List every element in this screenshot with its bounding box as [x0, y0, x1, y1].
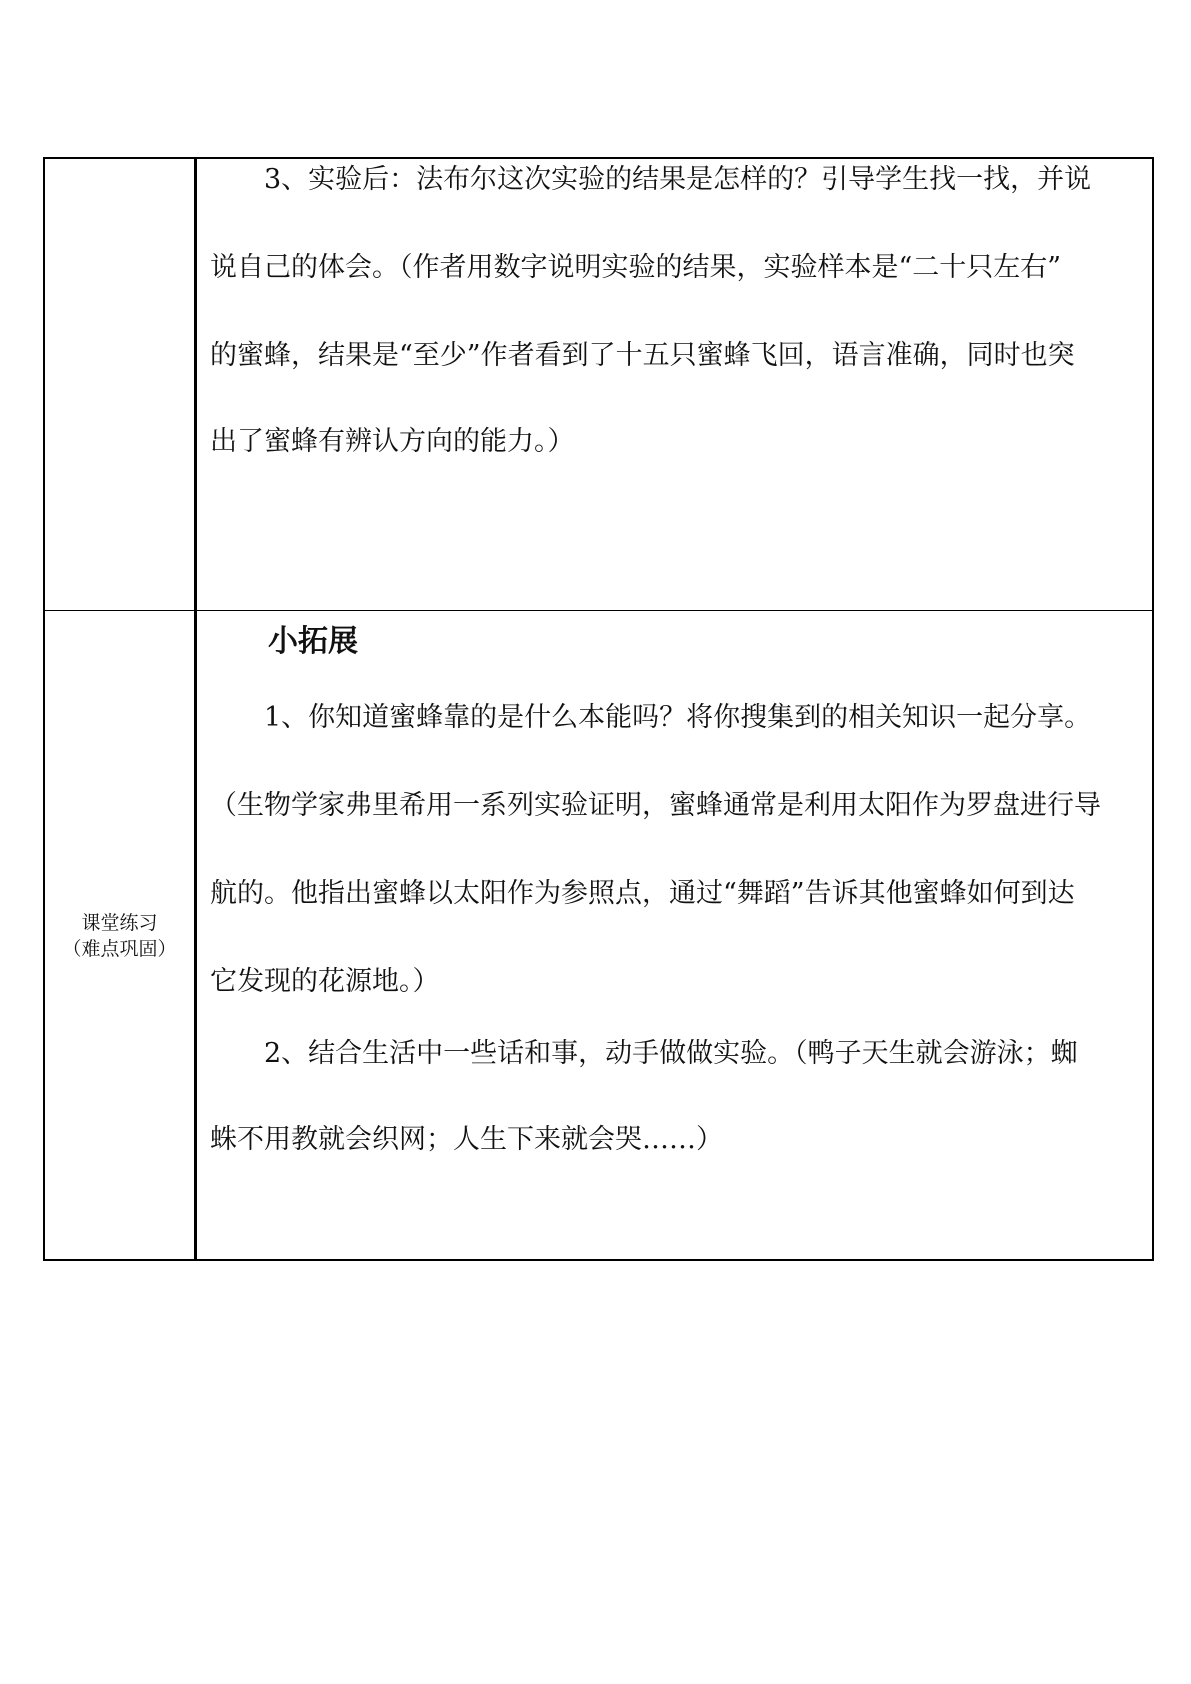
lesson-table — [43, 157, 1154, 1261]
row1-line-1: 3、实验后：法布尔这次实验的结果是怎样的？引导学生找一找，并说 — [210, 164, 1092, 195]
row2-content — [210, 611, 1140, 1261]
row2-label-line-2: （难点巩固） — [62, 938, 177, 960]
section-heading: 小拓展 — [268, 624, 358, 659]
row2-line-1: 1、你知道蜜蜂靠的是什么本能吗？将你搜集到的相关知识一起分享。 — [210, 702, 1092, 733]
row1-line-2: 说自己的体会。（作者用数字说明实验的结果，实验样本是“二十只左右” — [210, 252, 1062, 283]
row2-line-2: （生物学家弗里希用一系列实验证明，蜜蜂通常是利用太阳作为罗盘进行导 — [210, 790, 1101, 821]
row2-label — [45, 611, 194, 1261]
row1-line-4: 出了蜜蜂有辨认方向的能力。） — [210, 426, 575, 457]
row2-label-line-1: 课堂练习 — [81, 912, 158, 934]
row2-line-6: 蛛不用教就会织网；人生下来就会哭……） — [210, 1124, 723, 1155]
row2-line-3: 航的。他指出蜜蜂以太阳作为参照点，通过“舞蹈”告诉其他蜜蜂如何到达 — [210, 878, 1075, 909]
row2-line-5: 2、结合生活中一些话和事，动手做做实验。（鸭子天生就会游泳；蜘 — [210, 1038, 1078, 1069]
column-divider — [194, 159, 197, 1259]
row2-line-4: 它发现的花源地。） — [210, 966, 440, 997]
row1-line-3: 的蜜蜂，结果是“至少”作者看到了十五只蜜蜂飞回，语言准确，同时也突 — [210, 340, 1075, 371]
row1-content — [210, 159, 1140, 610]
